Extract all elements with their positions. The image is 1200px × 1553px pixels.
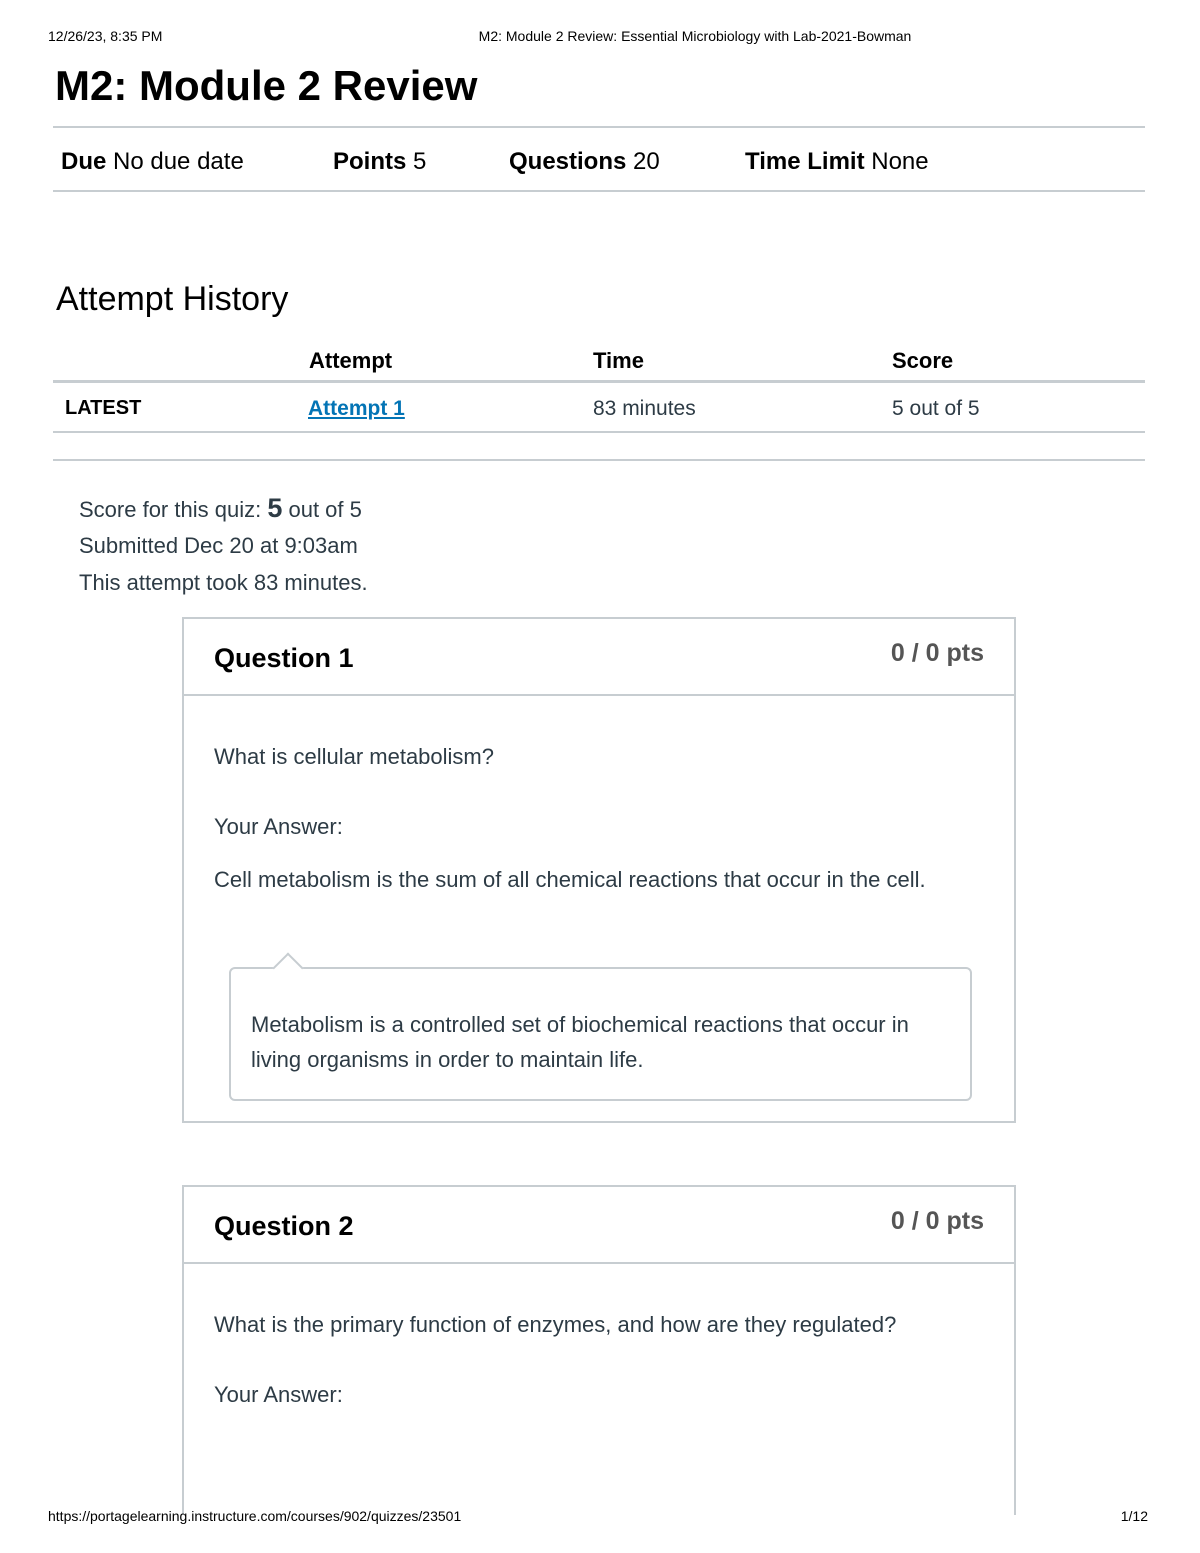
column-header-attempt: Attempt (309, 348, 393, 373)
print-document-title: M2: Module 2 Review: Essential Microbiology with Lab-2021-Bowman (478, 28, 912, 44)
column-header-time: Time (593, 348, 644, 373)
question-2 (182, 1185, 1016, 1515)
divider (53, 459, 1145, 461)
question-header (184, 1187, 1014, 1264)
comment-text: Metabolism is a controlled set of biochemical reactions that occur in living organisms in order to maintain life. (251, 1012, 909, 1072)
attempt-score: 5 out of 5 (892, 397, 980, 420)
column-header-score: Score (892, 348, 954, 373)
due-label: Due (61, 148, 107, 175)
page-number: 1/12 (1120, 1508, 1148, 1524)
attempt-time: 83 minutes (593, 397, 696, 420)
questions-info (509, 148, 660, 176)
submitted-time: Submitted Dec 20 at 9:03am (79, 533, 358, 558)
points-value: 5 (413, 148, 427, 175)
attempt-duration: This attempt took 83 minutes. (79, 570, 368, 595)
answer-comment (229, 967, 972, 1101)
question-points: 0 / 0 pts (890, 639, 984, 667)
due-value: No due date (113, 148, 244, 175)
print-url: https://portagelearning.instructure.com/courses/902/quizzes/23501 (48, 1508, 462, 1524)
question-points: 0 / 0 pts (890, 1207, 984, 1235)
attempt-1-link[interactable]: Attempt 1 (308, 397, 405, 420)
page-title: M2: Module 2 Review (55, 62, 478, 109)
print-header (48, 28, 1152, 48)
quiz-summary (79, 490, 368, 601)
questions-value: 20 (633, 148, 660, 175)
print-footer (48, 1508, 1148, 1528)
points-label: Points (333, 148, 407, 175)
question-1 (182, 617, 1016, 1123)
time-limit-info (745, 148, 929, 176)
print-date: 12/26/23, 8:35 PM (48, 28, 163, 44)
quiz-details (53, 126, 1145, 192)
attempt-history-title: Attempt History (56, 280, 289, 318)
comment-pointer (272, 952, 303, 983)
time-limit-value: None (871, 148, 929, 175)
score-suffix: out of 5 (288, 497, 362, 522)
points-info (333, 148, 426, 176)
table-row (53, 383, 1145, 433)
score-value: 5 (267, 493, 283, 523)
score-line (79, 490, 368, 527)
questions-label: Questions (509, 148, 627, 175)
your-answer-label: Your Answer: (214, 814, 343, 839)
table-header-row (53, 340, 1145, 383)
your-answer-label: Your Answer: (214, 1382, 343, 1407)
question-text: What is cellular metabolism? (214, 744, 494, 769)
question-title: Question 2 (214, 1211, 354, 1241)
question-header (184, 619, 1014, 696)
answer-text: Cell metabolism is the sum of all chemical reactions that occur in the cell. (214, 867, 926, 892)
attempt-history-table (53, 340, 1145, 433)
time-limit-label: Time Limit (745, 148, 865, 175)
question-title: Question 1 (214, 643, 354, 673)
score-prefix: Score for this quiz: (79, 497, 262, 522)
question-text: What is the primary function of enzymes, and how are they regulated? (214, 1312, 897, 1337)
due-info (61, 148, 244, 176)
latest-label: LATEST (65, 397, 142, 419)
